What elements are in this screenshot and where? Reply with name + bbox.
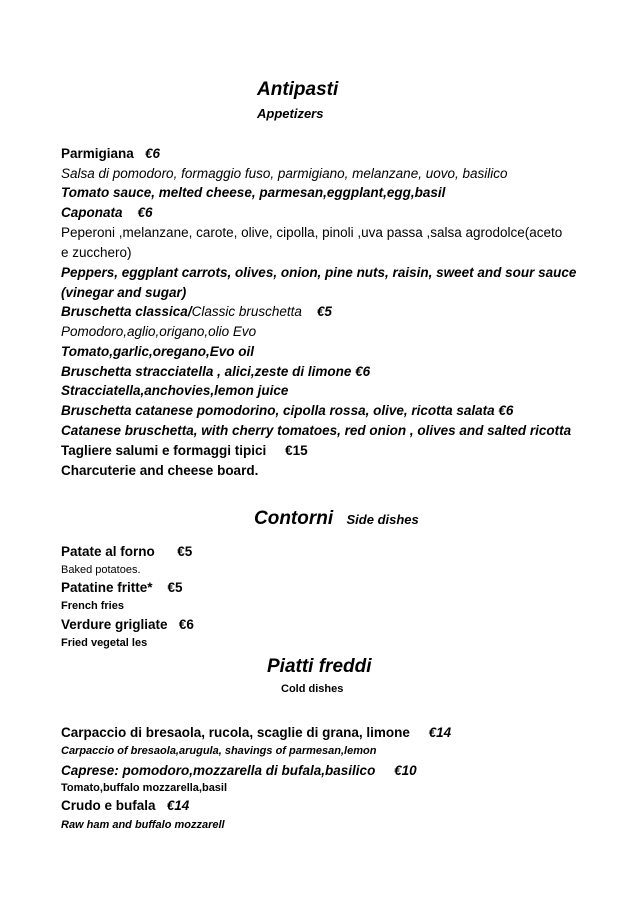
piatti-freddi-subtitle: Cold dishes: [281, 683, 344, 695]
item-description-en: Tomato sauce, melted cheese, parmesan,eggplant,egg,basil: [61, 185, 446, 200]
item-price: €5: [167, 580, 183, 595]
item-description-it: Pomodoro,aglio,origano,olio Evo: [61, 324, 257, 339]
item-name: Caprese: pomodoro,mozzarella di bufala,basilico: [61, 763, 376, 778]
item-description-en: Tomato,garlic,oregano,Evo oil: [61, 344, 255, 359]
item-description-en: Charcuterie and cheese board.: [61, 463, 259, 478]
item-description-en: Tomato,buffalo mozzarella,basil: [61, 782, 228, 794]
item-name: Patatine fritte*: [61, 580, 153, 595]
item-description-it: Peperoni ,melanzane, carote, olive, cipolla, pinoli ,uva passa ,salsa agrodolce(aceto: [61, 225, 563, 240]
item-caprese: [61, 761, 417, 781]
item-description-en: Carpaccio of bresaola,arugula, shavings of parmesan,lemon: [61, 745, 377, 757]
item-tagliere: [61, 441, 308, 461]
antipasti-title: Antipasti: [257, 79, 339, 100]
item-caponata: [61, 203, 153, 223]
contorni-title: Contorni: [254, 508, 334, 529]
item-parmigiana: [61, 144, 160, 164]
item-patate: [61, 542, 192, 562]
item-description-en: (vinegar and sugar): [61, 285, 187, 300]
item-price: €6: [178, 617, 194, 632]
item-bruschetta-catanese: Bruschetta catanese pomodorino, cipolla rossa, olive, ricotta salata €6: [61, 403, 514, 418]
item-description-en: Peppers, eggplant carrots, olives, onion, pine nuts, raisin, sweet and sour sauce: [61, 265, 577, 280]
item-price: €5: [316, 304, 332, 319]
item-name: Parmigiana: [61, 146, 134, 161]
item-description-en: Raw ham and buffalo mozzarell: [61, 819, 225, 831]
item-name: Caponata: [61, 205, 123, 220]
item-price: €5: [177, 544, 193, 559]
item-name: Verdure grigliate: [61, 617, 168, 632]
item-name-en: Classic bruschetta: [191, 304, 302, 319]
item-carpaccio: [61, 723, 451, 743]
item-description-en: Stracciatella,anchovies,lemon juice: [61, 383, 289, 398]
item-price: €14: [428, 725, 452, 740]
item-description-it: e zucchero): [61, 245, 132, 260]
item-description-en: Baked potatoes.: [61, 564, 141, 576]
item-bruschetta-stracciatella: Bruschetta stracciatella , alici,zeste di limone €6: [61, 364, 371, 379]
contorni-subtitle: Side dishes: [346, 512, 419, 527]
item-name: Bruschetta classica/: [61, 304, 192, 319]
item-price: €10: [394, 763, 417, 778]
item-patatine: [61, 578, 183, 598]
item-description-en: Catanese bruschetta, with cherry tomatoes, red onion , olives and salted ricotta: [61, 423, 572, 438]
item-name: Patate al forno: [61, 544, 155, 559]
item-description-en: Fried vegetal les: [61, 637, 148, 649]
item-price: €15: [285, 443, 308, 458]
item-crudo: [61, 796, 189, 816]
item-name: Crudo e bufala: [61, 798, 156, 813]
item-name: Tagliere salumi e formaggi tipici: [61, 443, 267, 458]
antipasti-subtitle: Appetizers: [257, 106, 324, 121]
item-price: €6: [145, 146, 161, 161]
piatti-freddi-title: Piatti freddi: [267, 656, 372, 677]
contorni-heading: [254, 508, 419, 530]
item-description-en: French fries: [61, 600, 124, 612]
item-price: €14: [166, 798, 190, 813]
item-price: €6: [137, 205, 153, 220]
item-bruschetta-classica: [61, 302, 332, 322]
item-verdure: [61, 615, 194, 635]
item-description-it: Salsa di pomodoro, formaggio fuso, parmigiano, melanzane, uovo, basilico: [61, 166, 508, 181]
item-name: Carpaccio di bresaola, rucola, scaglie di grana, limone: [61, 725, 410, 740]
